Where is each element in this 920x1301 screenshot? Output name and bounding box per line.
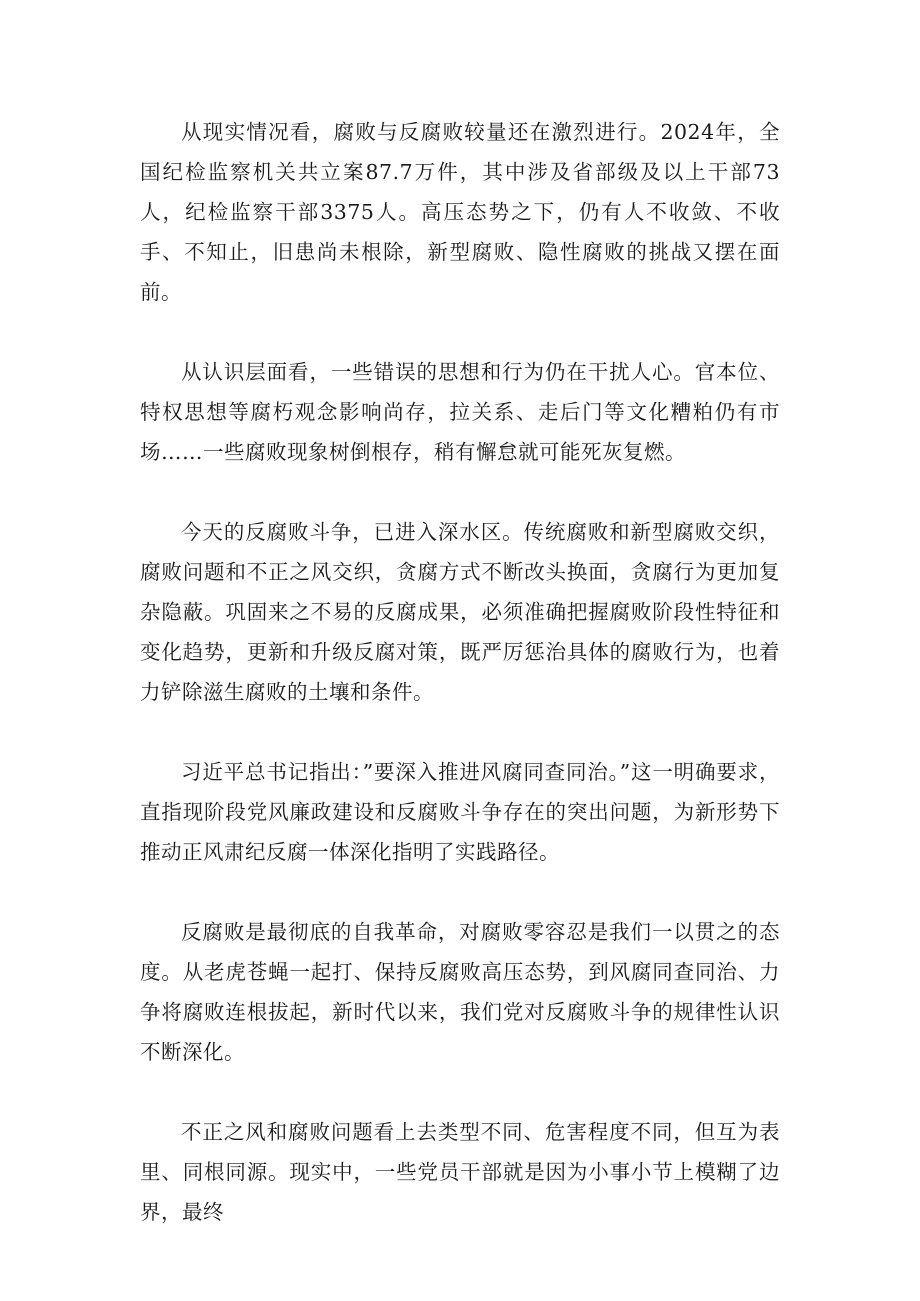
article-body <box>140 112 780 1232</box>
paragraph-2: 从认识层面看，一些错误的思想和行为仍在干扰人心。官本位、特权思想等腐朽观念影响尚存，拉关系、走后门等文化糟粕仍有市场……一些腐败现象树倒根存，稍有懈怠就可能死灰复燃。 <box>140 360 780 464</box>
paragraph-6: 不正之风和腐败问题看上去类型不同、危害程度不同，但互为表里、同根同源。现实中，一些党员干部就是因为小事小节上模糊了边界，最终 <box>140 1120 780 1224</box>
paragraph-3: 今天的反腐败斗争，已进入深水区。传统腐败和新型腐败交织，腐败问题和不正之风交织，贪腐方式不断改头换面，贪腐行为更加复杂隐蔽。巩固来之不易的反腐成果，必须准确把握腐败阶段性特征和变化趋势，更新和升级反腐对策，既严厉惩治具体的腐败行为，也着力铲除滋生腐败的土壤和条件。 <box>140 520 780 704</box>
paragraph-5: 反腐败是最彻底的自我革命，对腐败零容忍是我们一以贯之的态度。从老虎苍蝇一起打、保持反腐败高压态势，到风腐同查同治、力争将腐败连根拔起，新时代以来，我们党对反腐败斗争的规律性认识不断深化。 <box>140 920 780 1064</box>
paragraph-4: 习近平总书记指出：”要深入推进风腐同查同治。”这一明确要求，直指现阶段党风廉政建设和反腐败斗争存在的突出问题，为新形势下推动正风肃纪反腐一体深化指明了实践路径。 <box>140 760 780 864</box>
paragraph-1: 从现实情况看，腐败与反腐败较量还在激烈进行。2024年，全国纪检监察机关共立案87.7万件，其中涉及省部级及以上干部73人，纪检监察干部3375人。高压态势之下，仍有人不收敛、不收手、不知止，旧患尚未根除，新型腐败、隐性腐败的挑战又摆在面前。 <box>140 120 780 304</box>
